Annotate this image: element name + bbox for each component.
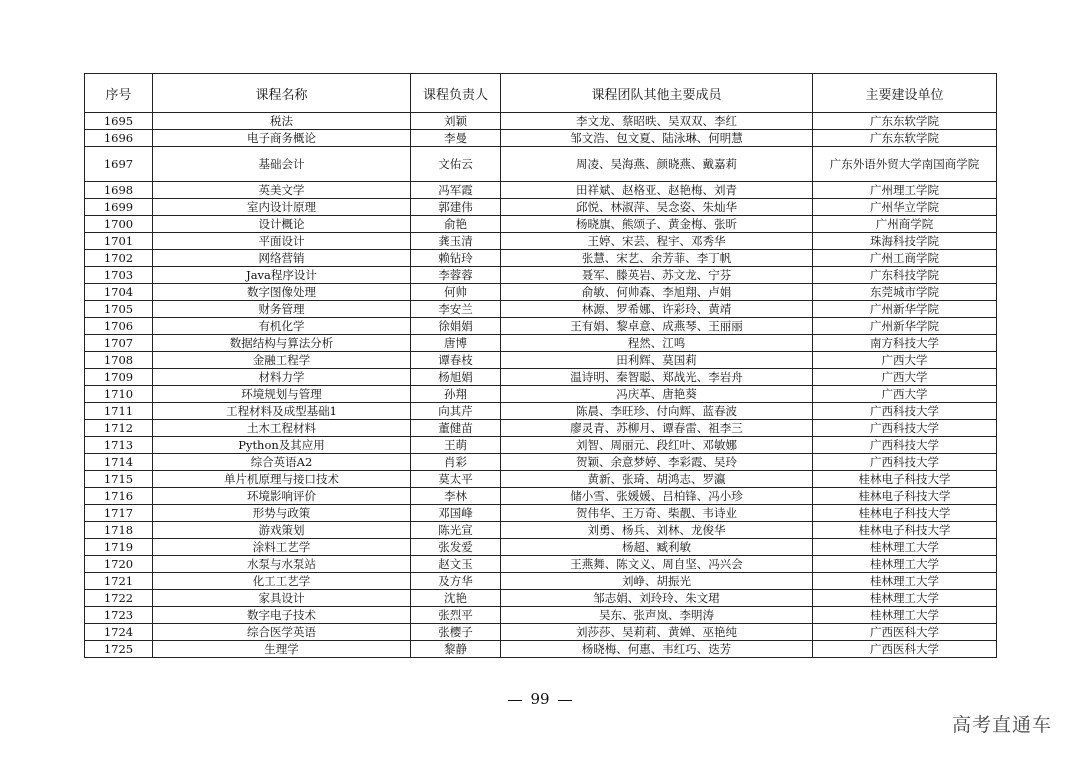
table-row xyxy=(85,420,997,437)
cell-institution: 广州新华学院 xyxy=(813,301,997,318)
cell-team-members: 刘勇、杨兵、刘林、龙俊华 xyxy=(501,522,813,539)
table-row xyxy=(85,386,997,403)
cell-course-name: 财务管理 xyxy=(153,301,411,318)
cell-institution: 广东东软学院 xyxy=(813,113,997,130)
table-row xyxy=(85,233,997,250)
cell-course-leader: 孙翔 xyxy=(411,386,501,403)
table-row xyxy=(85,454,997,471)
cell-institution: 桂林理工大学 xyxy=(813,573,997,590)
table-header-row xyxy=(85,74,997,113)
cell-team-members: 吴东、张声岚、李明涛 xyxy=(501,607,813,624)
cell-institution: 广西科技大学 xyxy=(813,454,997,471)
cell-institution: 广西医科大学 xyxy=(813,641,997,658)
cell-serial: 1699 xyxy=(85,199,153,216)
cell-team-members: 李文龙、蔡昭昳、吴双双、李红 xyxy=(501,113,813,130)
cell-serial: 1717 xyxy=(85,505,153,522)
cell-course-leader: 郭建伟 xyxy=(411,199,501,216)
cell-team-members: 杨晓梅、何惠、韦红巧、迭芳 xyxy=(501,641,813,658)
cell-institution: 广西医科大学 xyxy=(813,624,997,641)
cell-course-name: 数据结构与算法分析 xyxy=(153,335,411,352)
cell-institution: 桂林电子科技大学 xyxy=(813,471,997,488)
cell-serial: 1714 xyxy=(85,454,153,471)
cell-serial: 1706 xyxy=(85,318,153,335)
table-row xyxy=(85,590,997,607)
cell-course-name: 税法 xyxy=(153,113,411,130)
cell-course-leader: 唐博 xyxy=(411,335,501,352)
cell-course-leader: 刘颖 xyxy=(411,113,501,130)
cell-institution: 广州新华学院 xyxy=(813,318,997,335)
page-footer xyxy=(0,690,1080,708)
cell-team-members: 程然、江鸣 xyxy=(501,335,813,352)
cell-institution: 广东东软学院 xyxy=(813,130,997,147)
cell-course-name: 水泵与水泵站 xyxy=(153,556,411,573)
cell-course-leader: 李安兰 xyxy=(411,301,501,318)
cell-institution: 广西科技大学 xyxy=(813,420,997,437)
cell-institution: 广西科技大学 xyxy=(813,437,997,454)
table-row xyxy=(85,522,997,539)
cell-serial: 1721 xyxy=(85,573,153,590)
cell-course-name: 英美文学 xyxy=(153,182,411,199)
table-row xyxy=(85,301,997,318)
cell-course-name: 有机化学 xyxy=(153,318,411,335)
cell-team-members: 田利辉、莫国莉 xyxy=(501,352,813,369)
cell-serial: 1716 xyxy=(85,488,153,505)
cell-course-name: 工程材料及成型基础1 xyxy=(153,403,411,420)
cell-course-name: 综合医学英语 xyxy=(153,624,411,641)
cell-serial: 1709 xyxy=(85,369,153,386)
cell-team-members: 周凌、吴海燕、颜晓燕、戴嘉莉 xyxy=(501,147,813,182)
cell-course-leader: 张烈平 xyxy=(411,607,501,624)
cell-course-name: 单片机原理与接口技术 xyxy=(153,471,411,488)
cell-serial: 1715 xyxy=(85,471,153,488)
cell-institution: 广西大学 xyxy=(813,386,997,403)
cell-team-members: 杨晓旗、熊颂子、黄金梅、张昕 xyxy=(501,216,813,233)
cell-institution: 桂林电子科技大学 xyxy=(813,488,997,505)
cell-course-name: 化工工艺学 xyxy=(153,573,411,590)
table-row xyxy=(85,250,997,267)
dash-right xyxy=(558,700,572,701)
cell-team-members: 王燕舞、陈文义、周自坚、冯兴会 xyxy=(501,556,813,573)
table-row xyxy=(85,182,997,199)
cell-team-members: 邹志娟、刘玲玲、朱文珺 xyxy=(501,590,813,607)
cell-institution: 广州工商学院 xyxy=(813,250,997,267)
watermark: 高考直通车 xyxy=(951,714,1052,736)
cell-team-members: 廖灵青、苏柳月、谭春雷、祖李三 xyxy=(501,420,813,437)
table-row xyxy=(85,539,997,556)
table-row xyxy=(85,641,997,658)
table-row xyxy=(85,318,997,335)
page-number: 99 xyxy=(530,690,550,708)
cell-course-name: 平面设计 xyxy=(153,233,411,250)
cell-course-name: 基础会计 xyxy=(153,147,411,182)
cell-team-members: 温诗明、秦智聪、郑战光、李岩舟 xyxy=(501,369,813,386)
cell-serial: 1703 xyxy=(85,267,153,284)
table-row xyxy=(85,335,997,352)
cell-course-leader: 王萌 xyxy=(411,437,501,454)
table-row xyxy=(85,267,997,284)
cell-course-name: 材料力学 xyxy=(153,369,411,386)
cell-course-leader: 谭春枝 xyxy=(411,352,501,369)
cell-team-members: 杨超、臧利敏 xyxy=(501,539,813,556)
cell-institution: 广州商学院 xyxy=(813,216,997,233)
table-body xyxy=(85,113,997,658)
header-institution: 主要建设单位 xyxy=(813,74,997,113)
table-row xyxy=(85,216,997,233)
cell-institution: 广西科技大学 xyxy=(813,403,997,420)
cell-course-leader: 俞艳 xyxy=(411,216,501,233)
cell-team-members: 邱悦、林淑萍、吴念姿、朱灿华 xyxy=(501,199,813,216)
cell-course-name: 室内设计原理 xyxy=(153,199,411,216)
cell-team-members: 陈晨、李旺珍、付向辉、蓝春波 xyxy=(501,403,813,420)
cell-course-name: 涂料工艺学 xyxy=(153,539,411,556)
cell-team-members: 张慧、宋艺、余芳菲、李丁帆 xyxy=(501,250,813,267)
table-row xyxy=(85,471,997,488)
cell-institution: 桂林理工大学 xyxy=(813,607,997,624)
cell-serial: 1710 xyxy=(85,386,153,403)
cell-course-name: 游戏策划 xyxy=(153,522,411,539)
cell-course-name: 土木工程材料 xyxy=(153,420,411,437)
cell-institution: 桂林理工大学 xyxy=(813,556,997,573)
cell-institution: 广西大学 xyxy=(813,369,997,386)
cell-team-members: 邹文浩、包文夏、陆泳琳、何明慧 xyxy=(501,130,813,147)
cell-institution: 广西大学 xyxy=(813,352,997,369)
table-row xyxy=(85,505,997,522)
cell-course-leader: 陈光宣 xyxy=(411,522,501,539)
cell-team-members: 林源、罗希娜、许彩玲、黄靖 xyxy=(501,301,813,318)
cell-serial: 1702 xyxy=(85,250,153,267)
cell-course-name: 数字电子技术 xyxy=(153,607,411,624)
cell-course-name: 网络营销 xyxy=(153,250,411,267)
table-row xyxy=(85,607,997,624)
cell-course-leader: 张樱子 xyxy=(411,624,501,641)
cell-course-leader: 徐娟娟 xyxy=(411,318,501,335)
cell-team-members: 刘莎莎、吴莉莉、黄婵、巫艳纯 xyxy=(501,624,813,641)
header-serial: 序号 xyxy=(85,74,153,113)
cell-course-leader: 及方华 xyxy=(411,573,501,590)
cell-team-members: 贺颖、余意梦婷、李彩霞、吴玲 xyxy=(501,454,813,471)
cell-course-name: 环境规划与管理 xyxy=(153,386,411,403)
cell-institution: 桂林电子科技大学 xyxy=(813,505,997,522)
cell-course-leader: 何帅 xyxy=(411,284,501,301)
table-row xyxy=(85,437,997,454)
table-row xyxy=(85,573,997,590)
table-row xyxy=(85,199,997,216)
cell-serial: 1724 xyxy=(85,624,153,641)
cell-course-leader: 李蓉蓉 xyxy=(411,267,501,284)
cell-course-leader: 杨旭娟 xyxy=(411,369,501,386)
table-row xyxy=(85,130,997,147)
cell-team-members: 刘峥、胡振光 xyxy=(501,573,813,590)
cell-course-name: 数字图像处理 xyxy=(153,284,411,301)
header-course-name: 课程名称 xyxy=(153,74,411,113)
cell-course-name: 形势与政策 xyxy=(153,505,411,522)
cell-serial: 1701 xyxy=(85,233,153,250)
cell-course-name: 设计概论 xyxy=(153,216,411,233)
cell-course-name: Java程序设计 xyxy=(153,267,411,284)
cell-course-leader: 文佑云 xyxy=(411,147,501,182)
cell-institution: 广州理工学院 xyxy=(813,182,997,199)
cell-course-leader: 冯军霞 xyxy=(411,182,501,199)
table-row xyxy=(85,488,997,505)
cell-team-members: 田祥斌、赵格亚、赵艳梅、刘青 xyxy=(501,182,813,199)
cell-institution: 桂林理工大学 xyxy=(813,590,997,607)
cell-serial: 1718 xyxy=(85,522,153,539)
cell-team-members: 聂军、滕英岩、苏文龙、宁芬 xyxy=(501,267,813,284)
cell-course-leader: 李曼 xyxy=(411,130,501,147)
cell-institution: 广东外语外贸大学南国商学院 xyxy=(813,147,997,182)
cell-team-members: 刘智、周丽元、段红叶、邓敏娜 xyxy=(501,437,813,454)
cell-serial: 1712 xyxy=(85,420,153,437)
table-row xyxy=(85,113,997,130)
cell-institution: 桂林电子科技大学 xyxy=(813,522,997,539)
cell-course-name: 环境影响评价 xyxy=(153,488,411,505)
cell-institution: 南方科技大学 xyxy=(813,335,997,352)
cell-team-members: 俞敏、何帅森、李旭翔、卢娟 xyxy=(501,284,813,301)
cell-course-leader: 张发爱 xyxy=(411,539,501,556)
cell-team-members: 王有娟、黎卓意、成燕琴、王丽丽 xyxy=(501,318,813,335)
cell-serial: 1695 xyxy=(85,113,153,130)
cell-team-members: 黄新、张琦、胡鸿志、罗瀛 xyxy=(501,471,813,488)
cell-institution: 广州华立学院 xyxy=(813,199,997,216)
header-course-leader: 课程负责人 xyxy=(411,74,501,113)
table-row xyxy=(85,403,997,420)
cell-course-leader: 黎静 xyxy=(411,641,501,658)
cell-serial: 1697 xyxy=(85,147,153,182)
table-row xyxy=(85,369,997,386)
cell-team-members: 储小雪、张媛媛、吕柏锋、冯小珍 xyxy=(501,488,813,505)
table-row xyxy=(85,352,997,369)
cell-institution: 桂林理工大学 xyxy=(813,539,997,556)
cell-serial: 1711 xyxy=(85,403,153,420)
cell-course-name: 金融工程学 xyxy=(153,352,411,369)
cell-institution: 珠海科技学院 xyxy=(813,233,997,250)
table-row xyxy=(85,556,997,573)
cell-serial: 1719 xyxy=(85,539,153,556)
cell-team-members: 王婷、宋芸、程宇、邓秀华 xyxy=(501,233,813,250)
cell-serial: 1722 xyxy=(85,590,153,607)
cell-team-members: 冯庆革、唐艳葵 xyxy=(501,386,813,403)
cell-course-leader: 赖钻玲 xyxy=(411,250,501,267)
cell-serial: 1696 xyxy=(85,130,153,147)
cell-serial: 1723 xyxy=(85,607,153,624)
cell-course-name: 综合英语A2 xyxy=(153,454,411,471)
cell-course-name: Python及其应用 xyxy=(153,437,411,454)
dash-left xyxy=(508,700,522,701)
cell-serial: 1725 xyxy=(85,641,153,658)
table-row xyxy=(85,284,997,301)
cell-course-leader: 李林 xyxy=(411,488,501,505)
cell-serial: 1698 xyxy=(85,182,153,199)
cell-institution: 广东科技学院 xyxy=(813,267,997,284)
cell-serial: 1708 xyxy=(85,352,153,369)
cell-course-leader: 沈艳 xyxy=(411,590,501,607)
cell-course-name: 家具设计 xyxy=(153,590,411,607)
cell-course-leader: 莫太平 xyxy=(411,471,501,488)
cell-course-leader: 赵文玉 xyxy=(411,556,501,573)
cell-course-name: 电子商务概论 xyxy=(153,130,411,147)
header-team-members: 课程团队其他主要成员 xyxy=(501,74,813,113)
table-row xyxy=(85,624,997,641)
cell-course-leader: 邓国峰 xyxy=(411,505,501,522)
table-row xyxy=(85,147,997,182)
course-table xyxy=(84,73,997,658)
cell-course-leader: 董健苗 xyxy=(411,420,501,437)
cell-course-name: 生理学 xyxy=(153,641,411,658)
cell-course-leader: 肖彩 xyxy=(411,454,501,471)
cell-serial: 1700 xyxy=(85,216,153,233)
cell-course-leader: 龚玉清 xyxy=(411,233,501,250)
cell-institution: 东莞城市学院 xyxy=(813,284,997,301)
cell-course-leader: 向其芹 xyxy=(411,403,501,420)
cell-serial: 1720 xyxy=(85,556,153,573)
cell-team-members: 贺伟华、王万奇、柴靓、韦诗业 xyxy=(501,505,813,522)
cell-serial: 1704 xyxy=(85,284,153,301)
cell-serial: 1707 xyxy=(85,335,153,352)
cell-serial: 1713 xyxy=(85,437,153,454)
cell-serial: 1705 xyxy=(85,301,153,318)
